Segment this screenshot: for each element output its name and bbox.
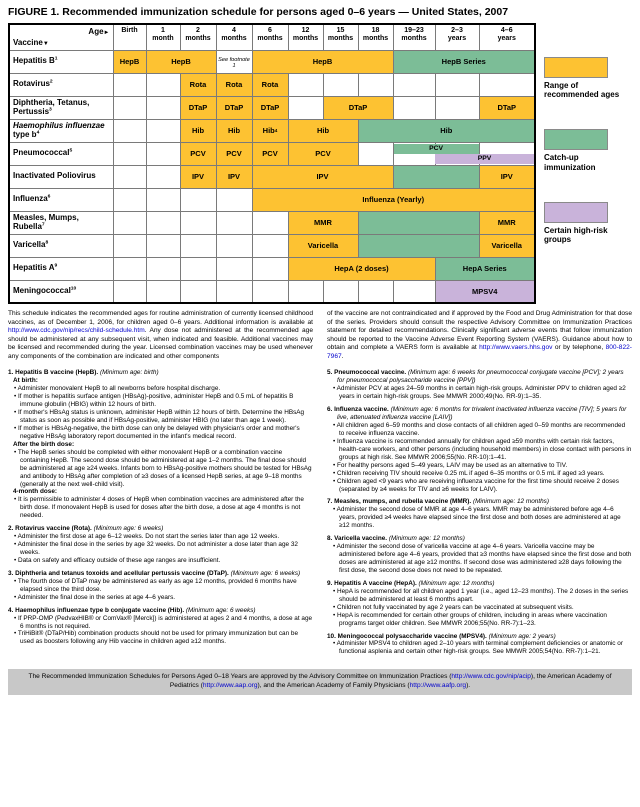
footnote-bullet: • If mother is hepatitis surface antigen (HBsAg)-positive, administer HepB and 0.5 mL of hepatitis B immune globulin (HBIG) within 12 hours of birth. [8,393,313,409]
footnote-bullet: • Administer MPSV4 to children aged 2–10 years with terminal complement deficiencies or anatomic or functional asplenia and certain other high-risk groups. See MMWR 2005;54(No. RR-7):1–21. [327,640,632,656]
footnote-bullet: • It is permissible to administer 4 doses of HepB when combination vaccines are administered after the birth dose. If monovalent HepB is used for doses after the birth dose, a dose at age 4 months is not needed. [8,496,313,520]
footnote-bullet: • The HepB series should be completed with either monovalent HepB or a combination vaccine containing HepB. The second dose should be administered at age 1–2 months. The final dose should be administered at age ≥24 weeks. Infants born to HBsAg-positive mothers should be tested for HBsAg and antibody to HBsAg after completion of ≥3 doses of a licensed HepB series, at age 9–18 months (generally at the next well-child visit). [8,449,313,489]
legend-label: Certain high-risk groups [544,225,608,244]
footnote-bullet: • Children receiving TIV should receive 0.25 mL if aged 6–35 months or 0.5 mL if aged ≥3 years. [327,470,632,478]
bar-cell [358,211,479,234]
external-link[interactable]: http://www.aap.org [202,682,258,690]
bar-cell [180,73,216,96]
footnote-title: 7. Measles, mumps, and rubella vaccine (MMR). (Minimum age: 12 months) [327,498,549,506]
vaccine-bar: DTaP [217,97,252,119]
footnote-bullet: • Influenza vaccine is recommended annually for children aged ≥59 months with certain risk factors, health-care workers, and other persons (including household members) in close contact with persons in groups at high risk. See MMWR 2006;55(No. RR-10):1–41. [327,438,632,462]
empty-cell [113,142,146,165]
bar-cell [252,50,393,73]
vaccine-name: Meningococcal$^{10}$ [9,280,113,303]
legend-swatch [544,129,608,150]
bar-cell [393,165,479,188]
footnote-title: 1. Hepatitis B vaccine (HepB). (Minimum age: birth) [8,369,159,377]
empty-cell [113,73,146,96]
vaccine-bar: Influenza (Yearly) [253,189,535,211]
vaccine-bar [394,166,479,188]
empty-cell [358,142,393,165]
footnote-bullet: • For healthy persons aged 5–49 years, LAIV may be used as an alternative to TIV. [327,462,632,470]
figure-title: FIGURE 1. Recommended immunization schedule for persons aged 0–6 years — United States, 2007 [8,6,509,18]
vaccine-bar: Varicella [480,235,535,257]
vaccine-bar: HepA Series [436,258,535,280]
vaccine-name: Pneumococcal$^5$ [9,142,113,165]
empty-cell [216,211,252,234]
empty-cell [146,188,180,211]
footnote-bullet: • Administer the second dose of varicella vaccine at age 4–6 years. Varicella vaccine may be administered before age 4–6 years, provided that ≥3 months have elapsed since the first dose and both doses are administered at age ≥12 months. If second dose was administered ≥28 days following the first dose, the second dose does not need to be repeated. [327,543,632,575]
vaccine-bar: PCV [394,144,479,154]
bar-cell [252,96,288,119]
vaccine-name: Varicella$^8$ [9,234,113,257]
external-link[interactable]: http://www.vaers.hhs.gov [479,344,553,352]
footnote [327,498,632,530]
legend-swatch [544,202,608,223]
footnote-bullet: • Administer the final dose in the series at age 4–6 years. [8,594,313,602]
bar-cell [252,188,535,211]
empty-cell [113,165,146,188]
footnote-bullet: • Administer the final dose in the series by age 32 weeks. Do not administer a dose later than age 32 weeks. [8,541,313,557]
vaccine-bar: Rota [253,74,288,96]
vaccine-bar: PCV [253,143,288,165]
right-arrow-icon: ► [103,30,110,36]
footnote-bullet: • TriHiBit® (DTaP/Hib) combination products should not be used for primary immunization but can be used as boosters following any Hib vaccine in children aged ≥12 months. [8,630,313,646]
vaccine-bar: MPSV4 [436,281,535,303]
empty-cell [216,188,252,211]
footnote-title: 5. Pneumococcal vaccine. (Minimum age: 6 weeks for pneumococcal conjugate vaccine [PCV]; 2 years for pneumococcal polysaccharide vaccine [PPV]) [327,369,624,385]
footnote [8,369,313,520]
vaccine-bar: PCV [289,143,358,165]
bar-cell [393,50,535,73]
bar-cell [435,280,535,303]
legend-item [544,202,630,244]
vaccine-bar: MMR [480,212,535,234]
empty-cell [288,280,323,303]
age-column-header: 6 months [252,24,288,50]
vaccine-bar: PCV [181,143,216,165]
vaccine-bar: HepB [147,51,216,73]
vaccine-bar: HepB [253,51,393,73]
bar-cell [358,234,479,257]
bar-cell [435,257,535,280]
age-column-header: 12 months [288,24,323,50]
vaccine-row [9,188,535,211]
bar-cell [252,142,288,165]
footnote [327,406,632,493]
bar-cell [216,142,252,165]
footnote [327,535,632,575]
bar-cell [288,142,358,165]
footnote-subheading: 4-month dose: [13,488,58,496]
empty-cell [146,211,180,234]
empty-cell [323,73,358,96]
vaccine-bar: IPV [253,166,393,188]
empty-cell [216,234,252,257]
footnote-bullet: • HepA is recommended for all children aged 1 year (i.e., aged 12–23 months). The 2 doses in the series should be administered at least 6 months apart. [327,588,632,604]
footnote [327,580,632,628]
footnote-title: 4. Haemophilus influenzae type b conjugate vaccine (Hib). (Minimum age: 6 weeks) [8,606,256,614]
empty-cell [113,280,146,303]
empty-cell [435,96,479,119]
footnote [8,607,313,647]
empty-cell [288,73,323,96]
vaccine-bar: PCV [217,143,252,165]
vaccine-bar: Hib [217,120,252,142]
age-column-header: 18 months [358,24,393,50]
empty-cell [146,142,180,165]
empty-cell [288,96,323,119]
legend-label: Catch-up immunization [544,153,596,172]
footnote-title: 6. Influenza vaccine. (Minimum age: 6 months for trivalent inactivated influenza vaccine [TIV]; 5 years for live, attenuated influenza vaccine [LAIV]) [327,406,627,422]
vaccine-row [9,119,535,142]
empty-cell [479,73,535,96]
vaccine-bar: HepB Series [394,51,535,73]
vaccine-row [9,165,535,188]
vaccine-name: Haemophilus influenzae type $b^4$ [9,119,113,142]
empty-cell [323,280,358,303]
empty-cell [146,119,180,142]
empty-cell [180,280,216,303]
bar-cell [252,73,288,96]
external-link[interactable]: http://www.cdc.gov/nip/recs/child-schedule.htm [8,327,145,335]
vaccine-row [9,96,535,119]
vaccine-row [9,73,535,96]
empty-cell [252,257,288,280]
vaccine-bar [359,235,479,257]
vaccine-row [9,234,535,257]
intro-right-column: of the vaccine are not contraindicated and if approved by the Food and Drug Administration for that dose of the series. Providers should consult the respective Advisory Committee on Immunization Practices statement for detailed recommendations. Clinically significant adverse events that follow immunization should be reported to the Vaccine Adverse Event Reporting System (VAERS). Guidance about how to obtain and complete a VAERS form is available at http://www.vaers.hhs.gov or by telephone, 800-822-7967. [327,310,632,360]
vaccine-bar: IPV [480,166,535,188]
footnote-bullet: • If PRP-OMP (PedvaxHIB® or ComVax® [Merck]) is administered at ages 2 and 4 months, a dose at age 6 months is not required. [8,615,313,631]
table-body [9,50,535,303]
footnote-bullet: • Children aged <9 years who are receiving influenza vaccine for the first time should receive 2 doses (separated by ≥4 weeks for TIV and ≥6 weeks for LAIV). [327,478,632,494]
empty-cell [146,280,180,303]
empty-cell [146,96,180,119]
legend-item [544,57,630,99]
empty-cell [216,280,252,303]
header-row [9,24,535,50]
empty-cell [146,73,180,96]
empty-cell [393,73,435,96]
bar-cell [479,211,535,234]
footnote-bullet: • Data on safety and efficacy outside of these age ranges are insufficient. [8,557,313,565]
external-link[interactable]: 800-822-7967 [327,344,632,360]
vaccine-bar: DTaP [480,97,535,119]
bar-cell [252,165,393,188]
footnotes-section [8,369,632,661]
vaccine-bar: HepB [114,51,146,73]
empty-cell [113,211,146,234]
footnote-bullet: • The fourth dose of DTaP may be administered as early as age 12 months, provided 6 months have elapsed since the third dose. [8,578,313,594]
footnote [327,633,632,657]
footnotes-right-column [327,369,632,661]
bar-cell [358,119,535,142]
vaccine-name: Diphtheria, Tetanus, Pertussis$^3$ [9,96,113,119]
vaccine-name: Inactivated Poliovirus [9,165,113,188]
legend [544,23,630,274]
empty-cell [252,211,288,234]
footnote-bullet: • Administer monovalent HepB to all newborns before hospital discharge. [8,385,313,393]
legend-swatch [544,57,608,78]
note-cell [216,50,252,73]
vaccine-row [9,280,535,303]
empty-cell [393,280,435,303]
bar-cell [180,96,216,119]
bar-cell [180,119,216,142]
down-arrow-icon: ▼ [42,40,49,47]
vaccine-bar [359,212,479,234]
vaccine-bar: IPV [217,166,252,188]
footnote-title: 8. Varicella vaccine. (Minimum age: 12 months) [327,535,465,543]
vaccine-name: Hepatitis $A^9$ [9,257,113,280]
age-column-header: 19–23 months [393,24,435,50]
bar-cell [288,119,358,142]
footnote [8,570,313,602]
footnote-title: 9. Hepatitis A vaccine (HepA). (Minimum age: 12 months) [327,579,495,587]
bar-cell [323,96,393,119]
footnote-bullet: • Administer PCV at ages 24–59 months in certain high-risk groups. Administer PPV to children aged ≥2 years in certain high-risk groups. See MMWR 2000;49(No. RR-9):1–35. [327,385,632,401]
empty-cell [180,257,216,280]
vaccine-bar: Rota [217,74,252,96]
vaccine-row [9,50,535,73]
bar-cell [180,142,216,165]
legend-item [544,129,630,171]
footnote-subheading: At birth: [13,377,38,385]
age-axis-label: Age► [88,27,110,36]
age-column-header: 2–3 years [435,24,479,50]
bar-cell [288,234,358,257]
intro-left-column: This schedule indicates the recommended ages for routine administration of currently licensed childhood vaccines, as of December 1, 2006, for children aged 0–6 years. Additional information is available at http://www.cdc.gov/nip/recs/child-schedule.htm. Any dose not administered at the recommended age should be administered at any subsequent visit, when indicated and feasible. Additional vaccines may be licensed and recommended during the year. Licensed combination vaccines may be used whenever any components of the combination are indicated and other components [8,310,313,360]
footnote-title: 2. Rotavirus vaccine (Rota). (Minimum age: 6 weeks) [8,525,164,533]
bar-cell [479,96,535,119]
empty-cell [180,188,216,211]
footnote-title: 10. Meningococcal polysaccharide vaccine (MPSV4). (Minimum age: 2 years) [327,632,556,640]
footnote-bullet: • Administer the second dose of MMR at age 4–6 years. MMR may be administered before age 4–6 years, provided ≥4 weeks have elapsed since the first dose and both doses are administered at age ≥12 months. [327,506,632,530]
age-column-header: 2 months [180,24,216,50]
footnote-bullet: • If mother's HBsAg status is unknown, administer HepB within 12 hours of birth. Determine the HBsAg status as soon as possible and if HBsAg-positive, administer HBIG (no later than age 1 week). [8,409,313,425]
age-column-header: Birth [113,24,146,50]
immunization-schedule-table [8,23,536,304]
empty-cell [393,96,435,119]
bar-cell [288,211,358,234]
vaccine-bar: DTaP [324,97,393,119]
vaccine-bar: DTaP [253,97,288,119]
split-cell [393,142,535,165]
empty-cell [435,73,479,96]
footnotes-left-column [8,369,313,661]
corner-cell [9,24,113,50]
empty-cell [113,257,146,280]
vaccine-bar: Varicella [289,235,358,257]
bar-cell [216,73,252,96]
bar-cell [113,50,146,73]
approval-bar [8,669,632,695]
vaccine-bar: PPV [435,154,534,164]
footnote [8,525,313,565]
table-header [9,24,535,50]
empty-cell [113,119,146,142]
empty-cell [146,234,180,257]
legend-label: Range of recommended ages [544,81,620,100]
empty-cell [358,73,393,96]
vaccine-bar: HepA (2 doses) [289,258,435,280]
empty-cell [146,165,180,188]
footnote-title: 3. Diphtheria and tetanus toxoids and acellular pertussis vaccine (DTaP). (Minimum age: 6 weeks) [8,569,301,577]
empty-cell [113,188,146,211]
vaccine-name: Hepatitis $B^1$ [9,50,113,73]
age-column-header: 4–6 years [479,24,535,50]
bar-cell [216,165,252,188]
vaccine-bar: Rota [181,74,216,96]
age-column-header: 1 month [146,24,180,50]
footnote [327,369,632,401]
footnote-bullet: • Children not fully vaccinated by age 2 years can be vaccinated at subsequent visits. [327,604,632,612]
empty-cell [180,211,216,234]
vaccine-bar: Hib [181,120,216,142]
bar-cell [479,234,535,257]
footnote-bullet: • If mother is HBsAg-negative, the birth dose can only be delayed with physician's order and mother's negative HBsAg laboratory report documented in the infant's medical record. [8,425,313,441]
footnote-subheading: After the birth dose: [13,440,75,448]
external-link[interactable]: http://www.aafp.org [409,682,467,690]
bar-cell [252,119,288,142]
empty-cell [358,280,393,303]
approval-text: The Recommended Immunization Schedules for Persons Aged 0–18 Years are approved by the Advisory Committee on Immunization Practices (http://www.cdc.gov/nip/acip), the American Academy of Pediatrics (http://www.aap.org), and the American Academy of Family Physicians (http://www.aafp.org). [28,673,612,690]
age-column-header: 15 months [323,24,358,50]
vaccine-axis-label: Vaccine▼ [13,37,49,47]
vaccine-bar: MMR [289,212,358,234]
vaccine-row [9,257,535,280]
vaccine-bar: Hib 4 [253,120,288,142]
vaccine-bar: IPV [181,166,216,188]
vaccine-name: Influenza$^6$ [9,188,113,211]
split-bars [394,143,535,165]
empty-cell [113,234,146,257]
vaccine-bar: Hib [289,120,358,142]
empty-cell [216,257,252,280]
vaccine-row [9,211,535,234]
vaccine-row [9,142,535,165]
empty-cell [180,234,216,257]
empty-cell [113,96,146,119]
footnote-bullet: • Administer the first dose at age 6–12 weeks. Do not start the series later than age 12 weeks. [8,533,313,541]
intro-paragraphs [8,310,632,361]
empty-cell [146,257,180,280]
schedule-area [8,23,632,304]
vaccine-name: Rotavirus$^2$ [9,73,113,96]
footnote-bullet: • All children aged 6–59 months and close contacts of all children aged 0–59 months are recommended to receive influenza vaccine. [327,422,632,438]
vaccine-bar: DTaP [181,97,216,119]
vaccine-name: Measles, Mumps, Rubella$^7$ [9,211,113,234]
empty-cell [252,234,288,257]
footnote-bullet: • HepA is recommended for certain other groups of children, including in areas where vaccination programs target older children. See MMWR 2006;55(No. RR-7):1–23. [327,612,632,628]
age-column-header: 4 months [216,24,252,50]
bar-cell [479,165,535,188]
bar-cell [288,257,435,280]
vaccine-bar: Hib [359,120,535,142]
bar-cell [180,165,216,188]
bar-cell [216,119,252,142]
bar-cell [146,50,216,73]
external-link[interactable]: http://www.cdc.gov/nip/acip [451,673,531,681]
see-footnote-note: See footnote 1 [218,56,250,69]
bar-cell [216,96,252,119]
empty-cell [252,280,288,303]
